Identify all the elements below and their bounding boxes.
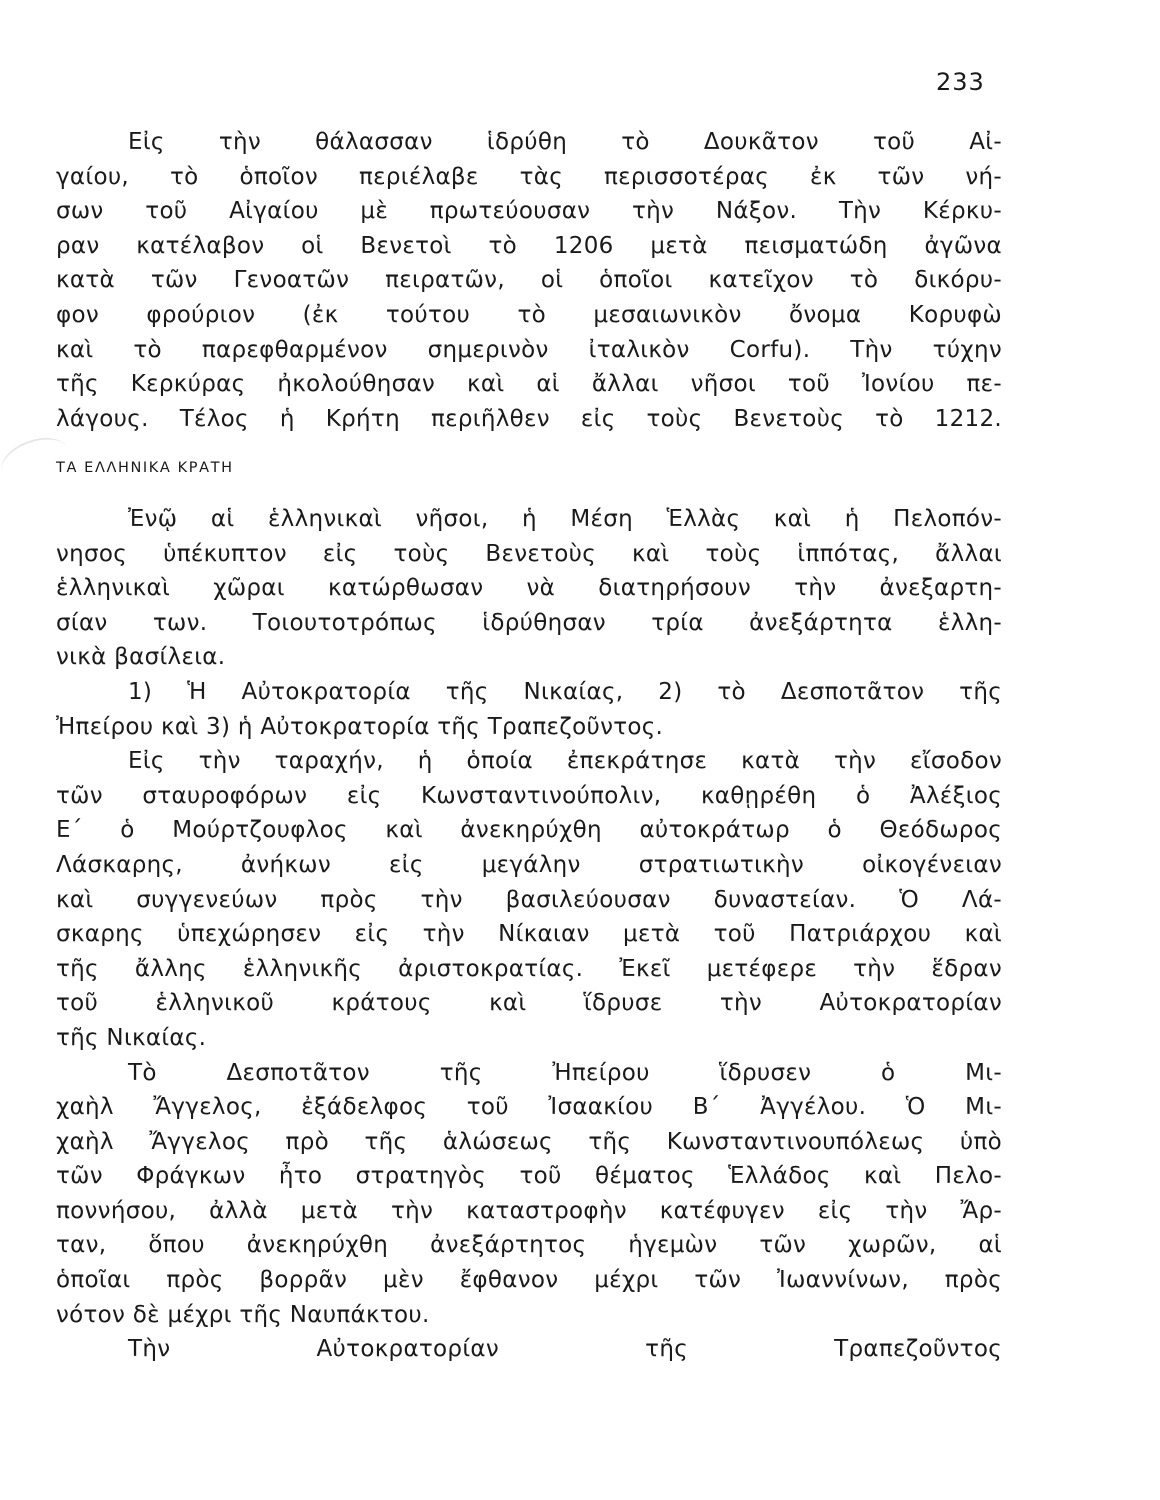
section-aegean-venetians bbox=[56, 125, 1002, 436]
text-line: ὁποῖαι πρὸς βορρᾶν μὲν ἔφθανον μέχρι τῶν Ἰωαννίνων, πρὸς bbox=[56, 1267, 1002, 1294]
text-line: σων τοῦ Αἰγαίου μὲ πρωτεύουσαν τὴν Νάξον. Τὴν Κέρκυ- bbox=[56, 198, 1002, 225]
text-line: τῶν σταυροφόρων εἰς Κωνσταντινούπολιν, καθῃρέθη ὁ Ἀλέξιος bbox=[56, 782, 1002, 809]
text-line: καὶ τὸ παρεφθαρμένον σημερινὸν ἰταλικὸν Corfu). Τὴν τύχην bbox=[56, 336, 1002, 363]
text-line: σίαν των. Τοιουτοτρόπως ἱδρύθησαν τρία ἀνεξάρτητα ἑλλη- bbox=[56, 609, 1002, 636]
text-line: χαὴλ Ἄγγελος πρὸ τῆς ἁλώσεως τῆς Κωνσταντινουπόλεως ὑπὸ bbox=[56, 1128, 1002, 1155]
text-line: ραν κατέλαβον οἱ Βενετοὶ τὸ 1206 μετὰ πεισματώδη ἀγῶνα bbox=[56, 232, 1002, 259]
text-line: λάγους. Τέλος ἡ Κρήτη περιῆλθεν εἰς τοὺς Βενετοὺς τὸ 1212. bbox=[56, 405, 1002, 432]
text-line: Ε΄ ὁ Μούρτζουφλος καὶ ἀνεκηρύχθη αὐτοκράτωρ ὁ Θεόδωρος bbox=[56, 817, 1002, 844]
page-number: 233 bbox=[936, 68, 985, 96]
text-line: τοῦ ἑλληνικοῦ κράτους καὶ ἵδρυσε τὴν Αὐτοκρατορίαν bbox=[56, 990, 1002, 1017]
text-line: ποννήσου, ἀλλὰ μετὰ τὴν καταστροφὴν κατέφυγεν εἰς τὴν Ἄρ- bbox=[56, 1197, 1002, 1224]
text-line: Εἰς τὴν ταραχήν, ἡ ὁποία ἐπεκράτησε κατὰ τὴν εἴσοδον bbox=[128, 748, 1002, 775]
text-line: χαὴλ Ἄγγελος, ἐξάδελφος τοῦ Ἰσαακίου Β΄ Ἀγγέλου. Ὁ Μι- bbox=[56, 1094, 1002, 1121]
text-line: ταν, ὅπου ἀνεκηρύχθη ἀνεξάρτητος ἡγεμὼν τῶν χωρῶν, αἱ bbox=[56, 1232, 1002, 1259]
text-line: Ἐνῷ αἱ ἑλληνικαὶ νῆσοι, ἡ Μέση Ἑλλὰς καὶ ἡ Πελοπόν- bbox=[128, 506, 1002, 532]
text-line: 1) Ἡ Αὐτοκρατορία τῆς Νικαίας, 2) τὸ Δεσποτᾶτον τῆς bbox=[128, 678, 1002, 705]
text-line: τῆς Κερκύρας ἠκολούθησαν καὶ αἱ ἄλλαι νῆσοι τοῦ Ἰονίου πε- bbox=[56, 371, 1002, 398]
text-line: σκαρης ὑπεχώρησεν εἰς τὴν Νίκαιαν μετὰ τοῦ Πατριάρχου καὶ bbox=[56, 921, 1002, 948]
text-line: Τὴν Αὐτοκρατορίαν τῆς Τραπεζοῦντος bbox=[128, 1336, 1002, 1363]
text-line: Εἰς τὴν θάλασσαν ἱδρύθη τὸ Δουκᾶτον τοῦ Αἰ- bbox=[128, 129, 1002, 155]
text-line: κατὰ τῶν Γενοατῶν πειρατῶν, οἱ ὁποῖοι κατεῖχον τὸ δικόρυ- bbox=[56, 267, 1002, 294]
text-line: νησος ὑπέκυπτον εἰς τοὺς Βενετοὺς καὶ τοὺς ἱππότας, ἄλλαι bbox=[56, 540, 1002, 567]
text-line: φον φρούριον (ἐκ τούτου τὸ μεσαιωνικὸν ὄνομα Κορυφὼ bbox=[56, 301, 1002, 328]
text-line: νότον δὲ μέχρι τῆς Ναυπάκτου. bbox=[56, 1301, 430, 1328]
text-line: νικὰ βασίλεια. bbox=[56, 644, 226, 671]
text-line: τῶν Φράγκων ἦτο στρατηγὸς τοῦ θέματος Ἑλλάδος καὶ Πελο- bbox=[56, 1163, 1002, 1190]
text-line: ἑλληνικαὶ χῶραι κατώρθωσαν νὰ διατηρήσουν τὴν ἀνεξαρτη- bbox=[56, 575, 1002, 602]
section-greek-states bbox=[56, 502, 1002, 1367]
text-line: Ἠπείρου καὶ 3) ἡ Αὐτοκρατορία τῆς Τραπεζοῦντος. bbox=[56, 713, 664, 740]
text-line: καὶ συγγενεύων πρὸς τὴν βασιλεύουσαν δυναστείαν. Ὁ Λά- bbox=[56, 886, 1002, 913]
text-line: γαίου, τὸ ὁποῖον περιέλαβε τὰς περισσοτέρας ἐκ τῶν νή- bbox=[56, 163, 1002, 190]
text-line: τῆς Νικαίας. bbox=[56, 1024, 207, 1051]
section-heading: ΤΑ ΕΛΛΗΝΙΚΑ ΚΡΑΤΗ bbox=[56, 460, 234, 476]
text-line: τῆς ἄλλης ἑλληνικῆς ἀριστοκρατίας. Ἐκεῖ μετέφερε τὴν ἕδραν bbox=[56, 955, 1002, 982]
text-line: Τὸ Δεσποτᾶτον τῆς Ἠπείρου ἵδρυσεν ὁ Μι- bbox=[128, 1059, 1002, 1086]
text-line: Λάσκαρης, ἀνήκων εἰς μεγάλην στρατιωτικὴν οἰκογένειαν bbox=[56, 851, 1002, 878]
